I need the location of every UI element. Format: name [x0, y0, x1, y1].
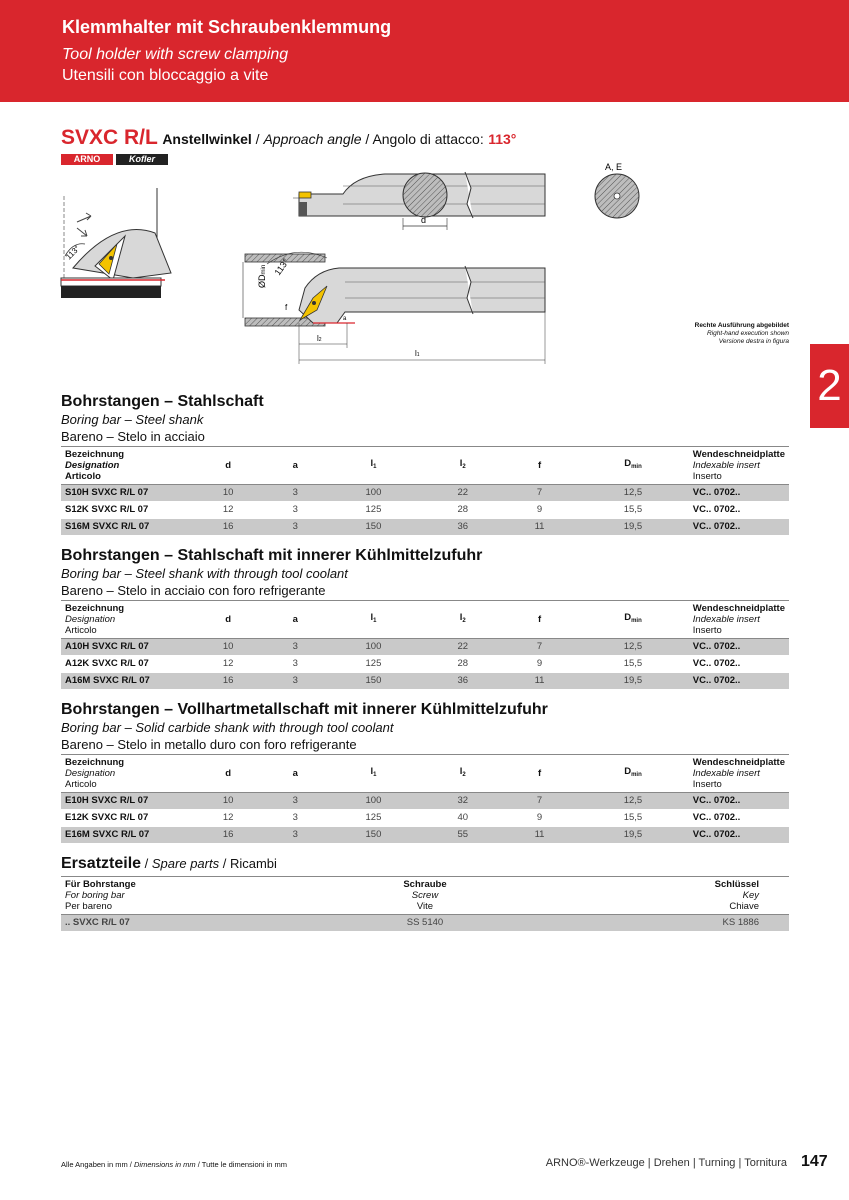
bore-angle-label: 113°	[272, 256, 291, 278]
dim-l1-label: l1	[415, 349, 420, 358]
approach-angle-value: 113°	[488, 131, 517, 147]
approach-angle-de: Anstellwinkel	[162, 131, 252, 147]
footer-breadcrumb: ARNO®-Werkzeuge | Drehen | Turning | Tornitura	[545, 1157, 787, 1169]
table2-title: Bohrstangen – Stahlschaft mit innerer Kühlmittelzufuhr Boring bar – Steel shank with through tool coolant Bareno – Stelo in acciaio con foro refrigerante	[61, 547, 483, 598]
product-title: SVXC R/L Anstellwinkel / Approach angle / Angolo di attacco: 113°	[61, 126, 517, 149]
table-row: A16M SVXC R/L 07 16 3 150 36 11 19,5 VC.. 0702..	[61, 673, 789, 690]
footer-units-note: Alle Angaben in mm / Dimensions in mm / Tutte le dimensioni in mm	[61, 1160, 287, 1169]
page-number: 147	[801, 1153, 828, 1170]
table-row: E12K SVXC R/L 07 12 3 125 40 9 15,5 VC.. 0702..	[61, 810, 789, 827]
table-steel-shank	[61, 446, 789, 536]
insert-detail-view	[61, 188, 171, 298]
dim-f-label: f	[285, 303, 288, 312]
table-row: E10H SVXC R/L 07 10 3 100 32 7 12,5 VC.. 0702..	[61, 793, 789, 810]
spare-parts-table	[61, 876, 789, 931]
approach-angle-it: Angolo di attacco:	[372, 131, 484, 147]
table-row: S16M SVXC R/L 07 16 3 150 36 11 19,5 VC.. 0702..	[61, 519, 789, 536]
kofler-logo: Kofler	[116, 154, 168, 165]
header-title-en: Tool holder with screw clamping	[62, 46, 289, 63]
table-carbide-shank-coolant	[61, 754, 789, 844]
section-view-ae	[595, 162, 639, 218]
table-steel-shank-coolant	[61, 600, 789, 690]
approach-angle-en: Approach angle	[263, 131, 362, 147]
table-row: E16M SVXC R/L 07 16 3 150 55 11 19,5 VC.. 0702..	[61, 827, 789, 844]
table-header: Bezeichnung Designation Articolo d a $l_1$ $l_2$ f $D_{min}$ Wendeschneidplatte Indexable insert Inserto	[61, 755, 789, 793]
table-row: A10H SVXC R/L 07 10 3 100 22 7 12,5 VC.. 0702..	[61, 639, 789, 656]
table-row: S12K SVXC R/L 07 12 3 125 28 9 15,5 VC.. 0702..	[61, 502, 789, 519]
table-header: Bezeichnung Designation Articolo d a $l_1$ $l_2$ f $D_{min}$ Wendeschneidplatte Indexable insert Inserto	[61, 447, 789, 485]
product-code: SVXC R/L	[61, 126, 158, 149]
table-row: S10H SVXC R/L 07 10 3 100 22 7 12,5 VC.. 0702..	[61, 485, 789, 502]
spare-parts-title: Ersatzteile / Spare parts / Ricambi	[61, 855, 277, 872]
arno-logo: ARNO	[61, 154, 113, 165]
technical-drawing	[55, 158, 675, 368]
table-header: Für Bohrstange For boring bar Per bareno Schraube Screw Vite Schlüssel Key Chiave	[61, 877, 789, 915]
section-number-tab: 2	[810, 344, 849, 428]
table-header: Bezeichnung Designation Articolo d a $l_1$ $l_2$ f $D_{min}$ Wendeschneidplatte Indexable insert Inserto	[61, 601, 789, 639]
table-row: .. SVXC R/L 07 SS 5140 KS 1886	[61, 915, 789, 932]
section-ae-label: A, E	[605, 162, 623, 172]
bar-side-view	[293, 172, 545, 230]
header-title-de: Klemmhalter mit Schraubenklemmung	[62, 17, 392, 37]
table-row: A12K SVXC R/L 07 12 3 125 28 9 15,5 VC.. 0702..	[61, 656, 789, 673]
header-title-it: Utensili con bloccaggio a vite	[62, 67, 269, 84]
bar-bore-view	[243, 252, 545, 364]
dim-d-label: d	[421, 215, 427, 225]
dim-a-label: a	[343, 316, 347, 322]
execution-note: Rechte Ausführung abgebildet Right-hand execution shown Versione destra in figura	[694, 322, 789, 345]
table1-title: Bohrstangen – Stahlschaft Boring bar – Steel shank Bareno – Stelo in acciaio	[61, 393, 264, 444]
detail-angle-label: 113°	[64, 243, 82, 262]
page-header	[0, 0, 849, 102]
dim-l2-label: l2	[317, 334, 322, 343]
dim-dmin-label: ØDmin	[257, 264, 267, 288]
table3-title: Bohrstangen – Vollhartmetallschaft mit innerer Kühlmittelzufuhr Boring bar – Solid carbide shank with through tool coolant Bareno – Stelo in metallo duro con foro refrigerante	[61, 701, 548, 752]
